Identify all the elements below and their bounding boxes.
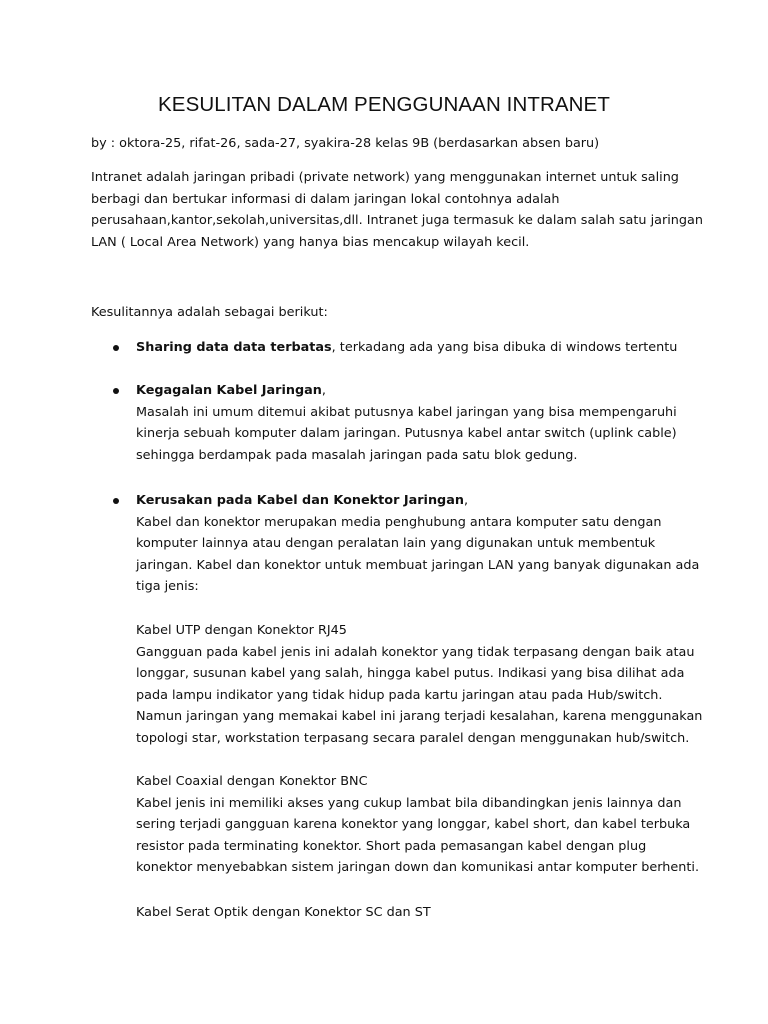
bullet-icon bbox=[113, 498, 119, 504]
bullet-line: jaringan. Kabel dan konektor untuk membuat jaringan LAN yang banyak digunakan ada bbox=[136, 557, 700, 573]
bullet-icon bbox=[113, 388, 119, 394]
cable-heading: Kabel UTP dengan Konektor RJ45 bbox=[136, 623, 347, 638]
cable-line: Kabel jenis ini memiliki akses yang cukup lambat bila dibandingkan jenis lainnya dan bbox=[136, 795, 682, 811]
bullet-line: kinerja sebuah komputer dalam jaringan. Putusnya kabel antar switch (uplink cable) bbox=[136, 426, 677, 442]
intro-line: perusahaan,kantor,sekolah,universitas,dll. Intranet juga termasuk ke dalam salah satu jaringan bbox=[91, 213, 703, 229]
bullet-heading-suffix: , terkadang ada yang bisa dibuka di windows tertentu bbox=[331, 340, 678, 355]
bullet-line: tiga jenis: bbox=[136, 579, 199, 595]
cable-heading: Kabel Coaxial dengan Konektor BNC bbox=[136, 774, 368, 789]
bullet-line: komputer lainnya atau dengan peralatan lain yang digunakan untuk membentuk bbox=[136, 536, 656, 552]
cable-line: sering terjadi gangguan karena konektor yang longgar, kabel short, dan kabel terbuka bbox=[136, 817, 691, 833]
cable-section-fiber bbox=[136, 902, 736, 924]
cable-section-utp bbox=[136, 620, 736, 750]
intro-line: LAN ( Local Area Network) yang hanya bias mencakup wilayah kecil. bbox=[91, 234, 530, 250]
bullet-heading: Kegagalan Kabel Jaringan bbox=[136, 383, 322, 398]
bullet-heading-suffix: , bbox=[321, 383, 326, 398]
bullet-heading-line bbox=[136, 490, 736, 512]
page-title: KESULITAN DALAM PENGGUNAAN INTRANET bbox=[158, 93, 610, 116]
cable-line: topologi star, workstation terpasang secara paralel dengan menggunakan hub/switch. bbox=[136, 730, 690, 746]
bullet-line: Kabel dan konektor merupakan media penghubung antara komputer satu dengan bbox=[136, 514, 662, 530]
authors-line: by : oktora-25, rifat-26, sada-27, syakira-28 kelas 9B (berdasarkan absen baru) bbox=[91, 136, 600, 151]
bullet-heading-suffix: , bbox=[463, 493, 469, 508]
bullet-line: Masalah ini umum ditemui akibat putusnya kabel jaringan yang bisa mempengaruhi bbox=[136, 404, 677, 420]
bullet-heading: Kerusakan pada Kabel dan Konektor Jaringan bbox=[136, 493, 464, 508]
bullet-heading: Sharing data data terbatas bbox=[136, 340, 332, 355]
bullet-icon bbox=[113, 345, 119, 351]
intro-paragraph bbox=[91, 167, 703, 253]
cable-line: konektor menyebabkan sistem jaringan down dan komunikasi antar komputer berhenti. bbox=[136, 860, 700, 876]
cable-heading: Kabel Serat Optik dengan Konektor SC dan ST bbox=[136, 905, 431, 920]
bullet-heading-line bbox=[136, 337, 736, 359]
cable-line: pada lampu indikator yang tidak hidup pada kartu jaringan atau pada Hub/switch. bbox=[136, 687, 663, 703]
cable-line: Namun jaringan yang memakai kabel ini jarang terjadi kesalahan, karena menggunakan bbox=[136, 709, 703, 725]
intro-line: Intranet adalah jaringan pribadi (private network) yang menggunakan internet untuk saling bbox=[91, 170, 679, 185]
bullet-body bbox=[136, 380, 736, 466]
bullet-body bbox=[136, 490, 736, 598]
list-intro: Kesulitannya adalah sebagai berikut: bbox=[91, 305, 328, 320]
cable-line: resistor pada terminating konektor. Short pada pemasangan kabel dengan plug bbox=[136, 838, 647, 854]
bullet-heading-line bbox=[136, 380, 736, 402]
cable-line: Gangguan pada kabel jenis ini adalah konektor yang tidak terpasang dengan baik atau bbox=[136, 644, 695, 660]
bullet-line: sehingga berdampak pada masalah jaringan pada satu blok gedung. bbox=[136, 447, 578, 463]
cable-line: longgar, susunan kabel yang salah, hingga kabel putus. Indikasi yang bisa dilihat ada bbox=[136, 666, 685, 682]
intro-line: berbagi dan bertukar informasi di dalam jaringan lokal contohnya adalah bbox=[91, 191, 560, 207]
bullet-body bbox=[136, 337, 736, 359]
cable-section-coaxial bbox=[136, 771, 736, 879]
